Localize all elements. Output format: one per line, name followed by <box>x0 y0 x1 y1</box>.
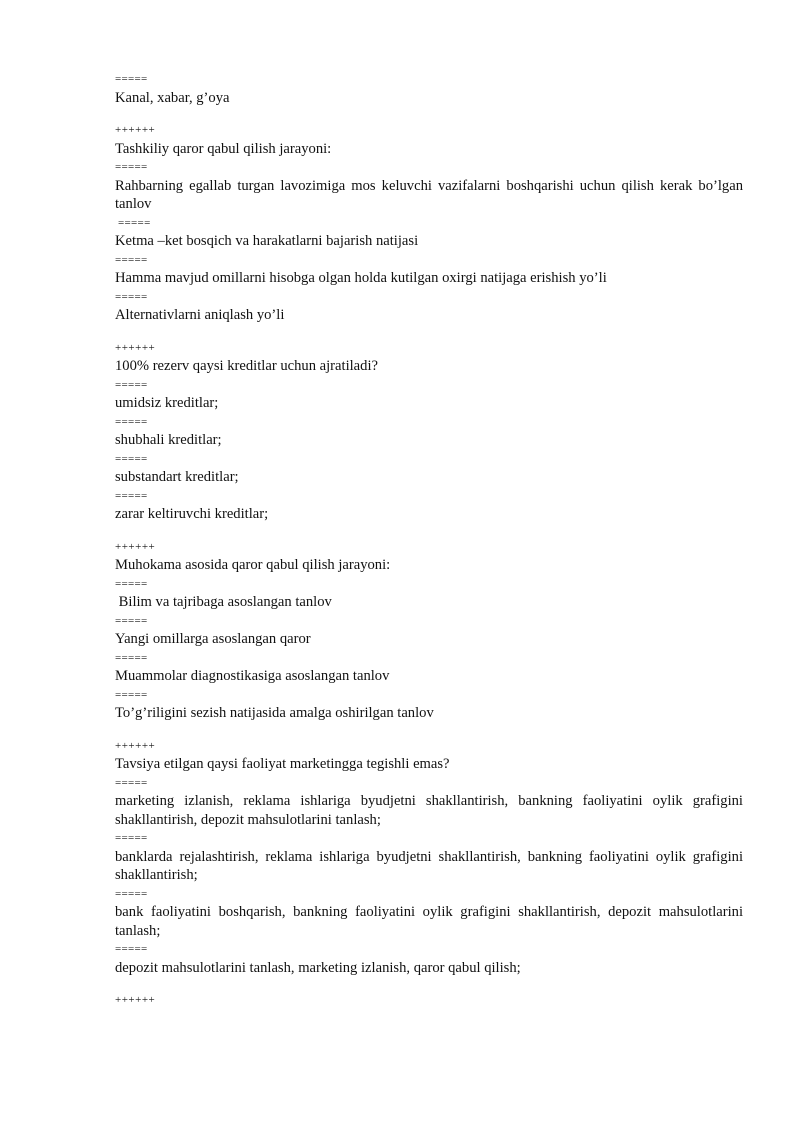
answer-separator: ===== <box>115 489 148 502</box>
answer-text: banklarda rejalashtirish, reklama ishlariga byudjetni shakllantirish, bankning faoliyatini oylik grafigini shakllantirish; <box>115 848 747 883</box>
answer-separator: ===== <box>115 253 148 266</box>
answer-separator: ===== <box>115 943 148 955</box>
answer-separator: ===== <box>115 887 148 900</box>
question-separator: ++++++ <box>115 994 156 1006</box>
answer-text: Kanal, xabar, g’oya <box>115 89 230 106</box>
answer-separator: ===== <box>115 651 148 664</box>
answer-separator: ===== <box>115 290 148 303</box>
question-separator: ++++++ <box>115 124 156 136</box>
answer-text: shubhali kreditlar; <box>115 432 222 448</box>
question-text: 100% rezerv qaysi kreditlar uchun ajratiladi? <box>115 358 378 374</box>
answer-separator: ===== <box>115 688 148 701</box>
answer-text: Bilim va tajribaga asoslangan tanlov <box>115 594 332 610</box>
answer-separator: ===== <box>115 73 148 85</box>
answer-text: To’g’riligini sezish natijasida amalga oshirilgan tanlov <box>115 705 434 721</box>
question-text: Tashkiliy qaror qabul qilish jarayoni: <box>115 140 332 157</box>
answer-text: Muammolar diagnostikasiga asoslangan tanlov <box>115 668 390 684</box>
answer-text: Yangi omillarga asoslangan qaror <box>115 631 311 647</box>
answer-text: marketing izlanish, reklama ishlariga byudjetni shakllantirish, bankning faoliyatini oylik grafigini shakllantirish, depozit mahsulotlarini tanlash; <box>115 793 747 828</box>
answer-separator: ===== <box>115 614 148 627</box>
answer-separator: ===== <box>115 776 148 789</box>
answer-separator: ===== <box>115 577 148 590</box>
question-separator: ++++++ <box>115 540 156 553</box>
answer-separator: ===== <box>115 161 148 173</box>
answer-separator: ===== <box>115 216 151 229</box>
question-text: Tavsiya etilgan qaysi faoliyat marketingga tegishli emas? <box>115 756 450 772</box>
answer-text: Rahbarning egallab turgan lavozimiga mos keluvchi vazifalarni boshqarishi uchun qilish kerak bo’lgan tanlov <box>115 177 747 212</box>
question-text: Muhokama asosida qaror qabul qilish jarayoni: <box>115 557 391 573</box>
answer-separator: ===== <box>115 452 148 465</box>
question-separator: ++++++ <box>115 739 156 752</box>
answer-text: bank faoliyatini boshqarish, bankning faoliyatini oylik grafigini shakllantirish, depozit mahsulotlarini tanlash; <box>115 904 747 939</box>
answer-text: Ketma –ket bosqich va harakatlarni bajarish natijasi <box>115 233 419 249</box>
answer-separator: ===== <box>115 832 148 844</box>
document-page <box>115 70 747 1010</box>
answer-text: substandart kreditlar; <box>115 469 239 485</box>
answer-text: umidsiz kreditlar; <box>115 395 219 411</box>
answer-text: zarar keltiruvchi kreditlar; <box>115 506 269 522</box>
answer-separator: ===== <box>115 415 148 428</box>
answer-text: Hamma mavjud omillarni hisobga olgan holda kutilgan oxirgi natijaga erishish yo’li <box>115 270 607 286</box>
question-separator: ++++++ <box>115 341 156 354</box>
answer-text: Alternativlarni aniqlash yo’li <box>115 307 285 323</box>
answer-text: depozit mahsulotlarini tanlash, marketing izlanish, qaror qabul qilish; <box>115 959 521 976</box>
answer-separator: ===== <box>115 378 148 391</box>
